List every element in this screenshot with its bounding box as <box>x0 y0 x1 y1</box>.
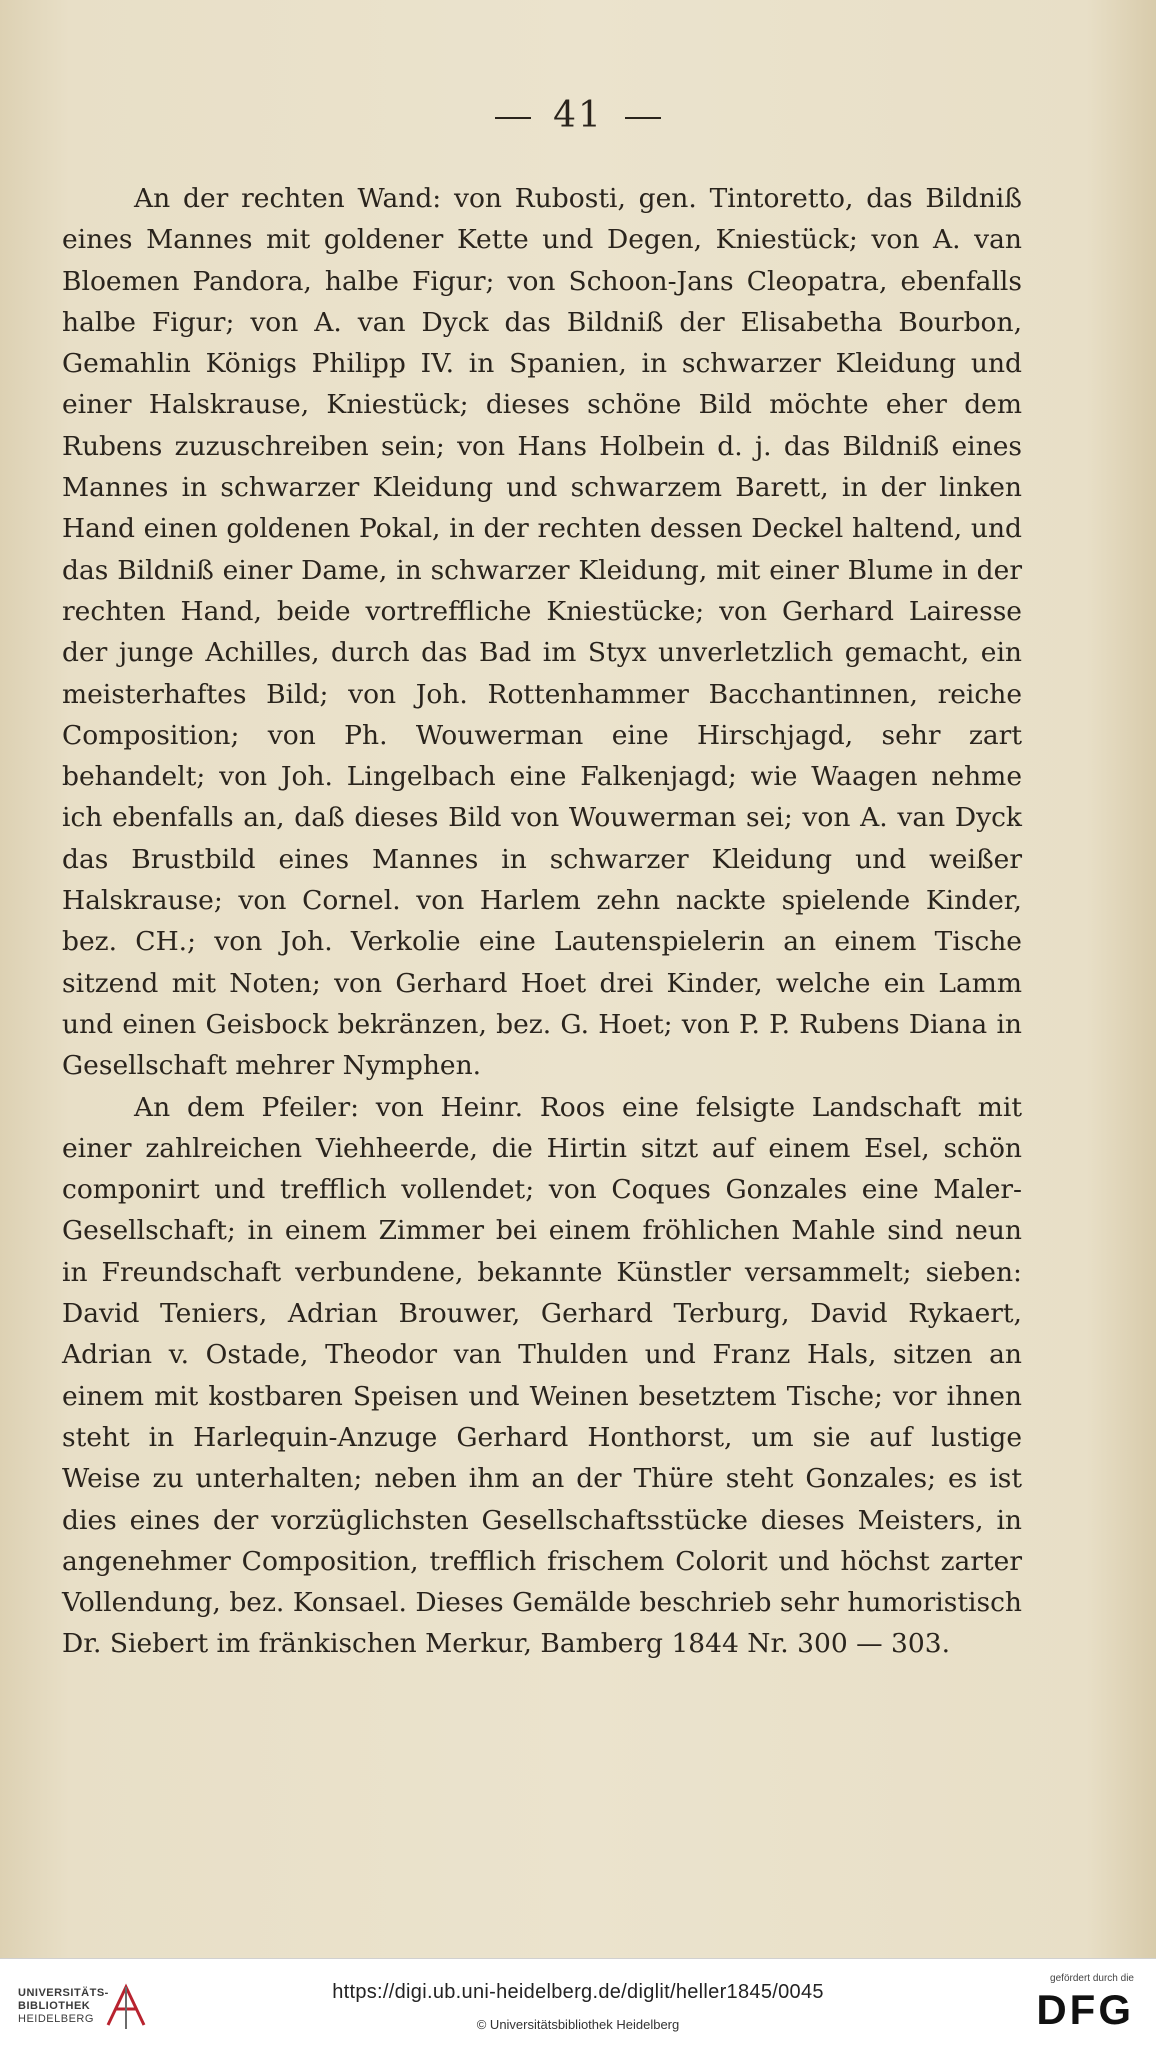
page-number-text: 41 <box>553 95 603 136</box>
funder-name: DFG <box>1036 1986 1134 2033</box>
paragraph-pillar: An dem Pfeiler: von Heinr. Roos eine felsigte Landschaft mit einer zahlreichen Viehheerde, die Hirtin sitzt auf einem Esel, schön componirt und trefflich vollendet; von Coques Gonzales eine Maler-Gesellschaft; in einem Zimmer bei einem fröhlichen Mahle sind neun in Freundschaft verbundene, bekannte Künstler versammelt; sieben: David Teniers, Adrian Brouwer, Gerhard Terburg, David Rykaert, Adrian v. Ostade, Theodor van Thulden und Franz Hals, sitzen an einem mit kostbaren Speisen und Weinen besetztem Tische; vor ihnen steht in Harlequin-Anzuge Gerhard Honthorst, um sie auf lustige Weise zu unterhalten; neben ihm an der Thüre steht Gonzales; es ist dies eines der vorzüglichsten Gesellschaftsstücke dieses Meisters, in angenehmer Composition, trefflich frischem Colorit und höchst zarter Vollendung, bez. Konsael. Dieses Gemälde beschrieb sehr humoristisch Dr. Siebert im fränkischen Merkur, Bamberg 1844 Nr. 300 — 303. <box>62 1091 1022 1660</box>
citation-link[interactable]: https://digi.ub.uni-heidelberg.de/diglit/heller1845/0045 <box>332 1981 824 2003</box>
page-number-dash-right <box>625 117 661 119</box>
logo-line-1: UNIVERSITÄTS- <box>18 1987 109 1999</box>
page-number-dash-left <box>495 117 531 119</box>
body-text <box>62 178 1022 1665</box>
funder-note: gefördert durch die <box>1050 1973 1134 1984</box>
footer-bar <box>0 1958 1156 2051</box>
logo-line-2: BIBLIOTHEK <box>18 2000 91 2012</box>
page-number <box>0 95 1156 136</box>
dfg-logo[interactable] <box>1004 1973 1134 2035</box>
paragraph-right-wall: An der rechten Wand: von Rubosti, gen. Tintoretto, das Bildniß eines Mannes mit goldener Kette und Degen, Kniestück; von A. van Bloemen Pandora, halbe Figur; von Schoon-Jans Cleopatra, ebenfalls halbe Figur; von A. van Dyck das Bildniß der Elisabetha Bourbon, Gemahlin Königs Philipp IV. in Spanien, in schwarzer Kleidung und einer Halskrause, Kniestück; dieses schöne Bild möchte eher dem Rubens zuzuschreiben sein; von Hans Holbein d. j. das Bildniß eines Mannes in schwarzer Kleidung und schwarzem Barett, in der linken Hand einen goldenen Pokal, in der rechten dessen Deckel haltend, und das Bildniß einer Dame, in schwarzer Kleidung, mit einer Blume in der rechten Hand, beide vortreffliche Kniestücke; von Gerhard Lairesse der junge Achilles, durch das Bad im Styx unverletzlich gemacht, ein meisterhaftes Bild; von Joh. Rottenhammer Bacchantinnen, reiche Composition; von Ph. Wouwerman eine Hirschjagd, sehr zart behandelt; von Joh. Lingelbach eine Falkenjagd; wie Waagen nehme ich ebenfalls an, daß dieses Bild von Wouwerman sei; von A. van Dyck das Brustbild eines Mannes in schwarzer Kleidung und weißer Halskrause; von Cornel. von Harlem zehn nackte spielende Kinder, bez. CH.; von Joh. Verkolie eine Lautenspielerin an einem Tische sitzend mit Noten; von Gerhard Hoet drei Kinder, welche ein Lamm und einen Geisbock bekränzen, bez. G. Hoet; von P. P. Rubens Diana in Gesellschaft mehrer Nymphen. <box>62 183 1022 1082</box>
copyright-notice: © Universitätsbibliothek Heidelberg <box>476 2017 680 2032</box>
logo-line-3: HEIDELBERG <box>18 2013 94 2025</box>
